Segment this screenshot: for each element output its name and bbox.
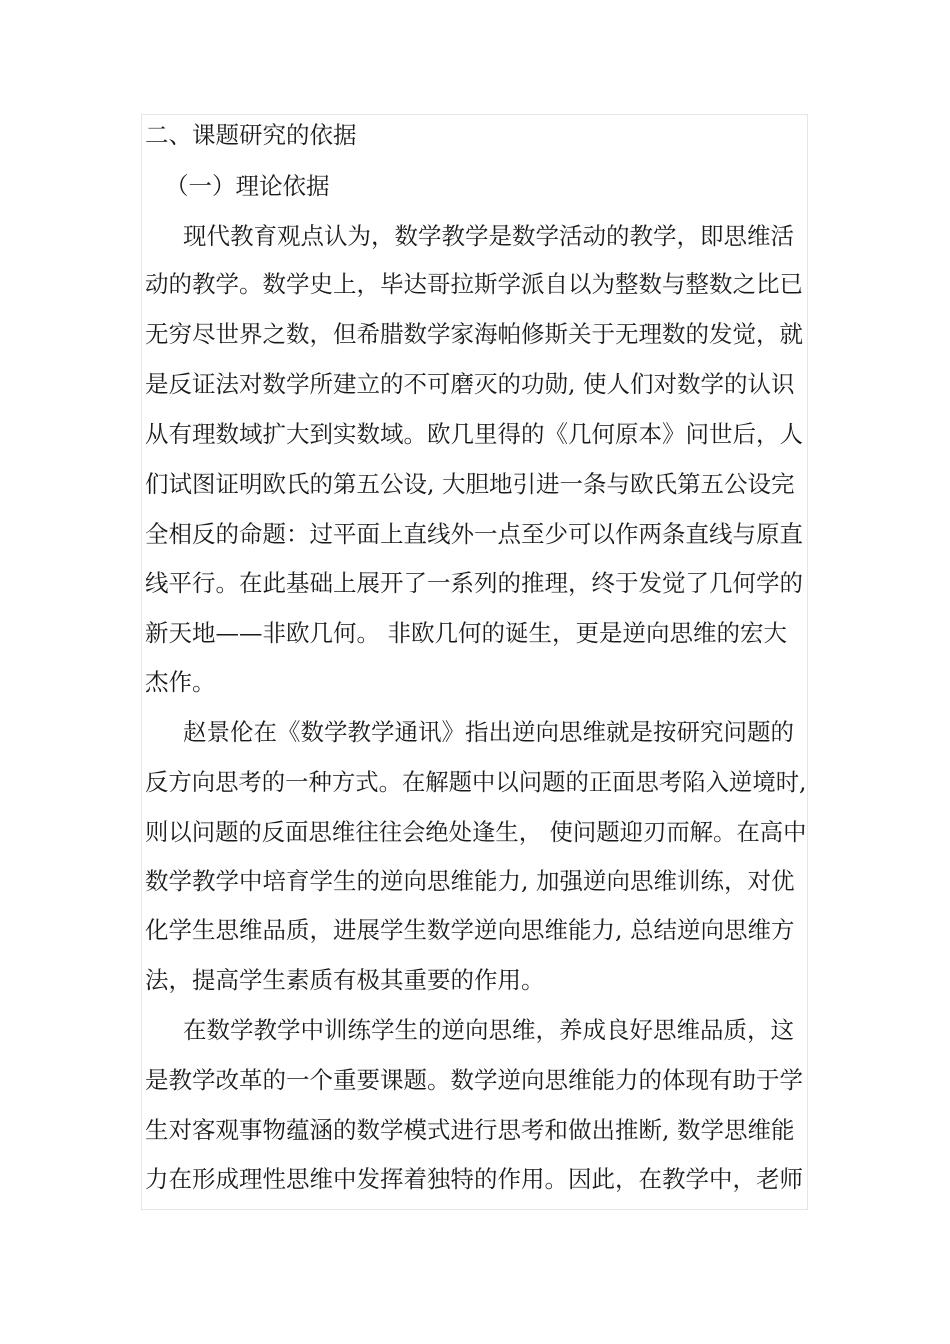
paragraph-1-line-5: 从有理数域扩大到实数域。欧几里得的《几何原本》问世后，人 xyxy=(145,420,803,448)
paragraph-1-line-3: 无穷尽世界之数，但希腊数学家海帕修斯关于无理数的发觉，就 xyxy=(145,320,803,348)
paragraph-3-line-2: 是教学改革的一个重要课题。数学逆向思维能力的体现有助于学 xyxy=(145,1066,803,1094)
paragraph-1-line-4: 是反证法对数学所建立的不可磨灭的功勋, 使人们对数学的认识 xyxy=(145,370,795,398)
paragraph-2-line-4: 数学教学中培育学生的逆向思维能力, 加强逆向思维训练，对优 xyxy=(145,867,795,895)
paragraph-2-line-6: 法，提高学生素质有极其重要的作用。 xyxy=(145,966,545,994)
paragraph-3-line-1: 在数学教学中训练学生的逆向思维，养成良好思维品质，这 xyxy=(183,1016,794,1044)
paragraph-3-line-4: 力在形成理性思维中发挥着独特的作用。因此，在教学中，老师 xyxy=(145,1165,803,1193)
paragraph-1-line-7: 全相反的命题：过平面上直线外一点至少可以作两条直线与原直 xyxy=(145,520,803,548)
paragraph-1-line-2: 动的教学。数学史上，毕达哥拉斯学派自以为整数与整数之比已 xyxy=(145,270,803,298)
paragraph-2-line-3: 则以问题的反面思维往往会绝处逢生， 使问题迎刃而解。在高中 xyxy=(145,818,807,846)
paragraph-2-line-1: 赵景伦在《数学教学通讯》指出逆向思维就是按研究问题的 xyxy=(183,718,794,746)
paragraph-2-line-2: 反方向思考的一种方式。在解题中以问题的正面思考陷入逆境时, xyxy=(145,768,807,796)
paragraph-2-line-5: 化学生思维品质，进展学生数学逆向思维能力, 总结逆向思维方 xyxy=(145,916,795,944)
paragraph-1-line-1: 现代教育观点认为，数学教学是数学活动的教学，即思维活 xyxy=(183,222,794,250)
paragraph-1-line-6: 们试图证明欧氏的第五公设, 大胆地引进一条与欧氏第五公设完 xyxy=(145,470,795,498)
section-heading: 二、课题研究的依据 xyxy=(145,121,357,149)
paragraph-1-line-10: 杰作。 xyxy=(145,668,216,696)
subsection-heading: （一）理论依据 xyxy=(165,172,330,200)
paragraph-1-line-9: 新天地——非欧几何。 非欧几何的诞生，更是逆向思维的宏大 xyxy=(145,619,787,647)
paragraph-1-line-8: 线平行。在此基础上展开了一系列的推理，终于发觉了几何学的 xyxy=(145,569,803,597)
paragraph-3-line-3: 生对客观事物蕴涵的数学模式进行思考和做出推断, 数学思维能 xyxy=(145,1116,795,1144)
